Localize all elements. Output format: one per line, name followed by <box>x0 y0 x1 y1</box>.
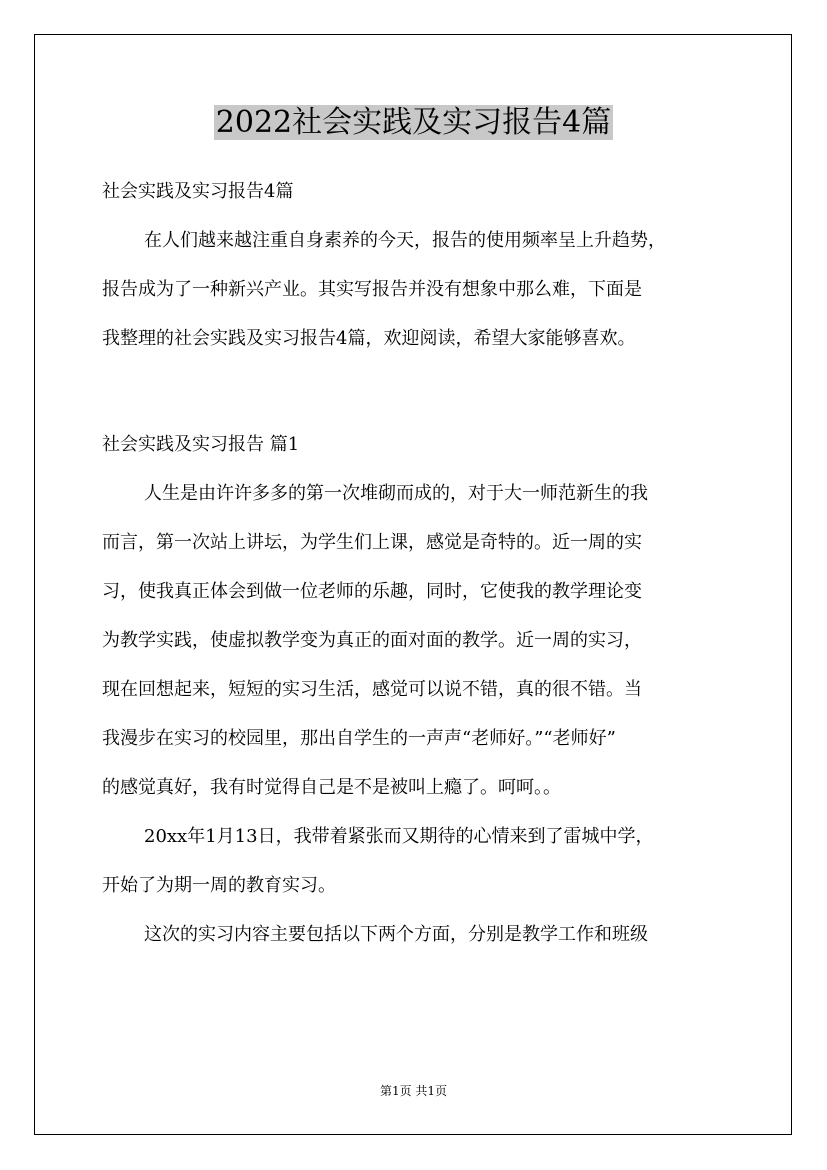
paragraph-1 <box>102 482 734 800</box>
paragraph-line: 而言，第一次站上讲坛，为学生们上课，感觉是奇特的。近一周的实 <box>102 532 642 553</box>
paragraph-line: 习，使我真正体会到做一位老师的乐趣，同时，它使我的教学理论变 <box>102 581 642 602</box>
paragraph-2 <box>102 825 734 898</box>
paragraph-line: 报告成为了一种新兴产业。其实写报告并没有想象中那么难，下面是 <box>102 279 642 300</box>
paragraph-line: 我整理的社会实践及实习报告4篇，欢迎阅读，希望大家能够喜欢。 <box>102 328 636 349</box>
paragraph-line: 的感觉真好，我有时觉得自己是不是被叫上瘾了。呵呵。。 <box>102 777 561 798</box>
paragraph-line: 我漫步在实习的校园里，那出自学生的一声声“老师好。”“老师好” <box>102 728 616 749</box>
document-body <box>102 180 734 947</box>
paragraph-line: 这次的实习内容主要包括以下两个方面，分别是教学工作和班级 <box>144 924 648 945</box>
paragraph-line: 人生是由许许多多的第一次堆砌而成的，对于大一师范新生的我 <box>144 483 648 504</box>
paragraph-line: 20xx年1月13日，我带着紧张而又期待的心情来到了雷城中学， <box>144 826 654 847</box>
section-heading: 社会实践及实习报告 篇1 <box>102 434 300 455</box>
paragraph-3 <box>102 923 734 947</box>
document-title: 2022社会实践及实习报告4篇 <box>215 105 612 140</box>
paragraph-line: 现在回想起来，短短的实习生活，感觉可以说不错，真的很不错。当 <box>102 679 642 700</box>
intro-paragraph <box>102 229 734 351</box>
page-number-footer: 第1页 共1页 <box>379 1084 448 1098</box>
paragraph-line: 开始了为期一周的教育实习。 <box>102 875 336 896</box>
paragraph-line: 在人们越来越注重自身素养的今天，报告的使用频率呈上升趋势， <box>144 230 666 251</box>
document-subtitle: 社会实践及实习报告4篇 <box>102 181 294 202</box>
paragraph-line: 为教学实践，使虚拟教学变为真正的面对面的教学。近一周的实习， <box>102 630 642 651</box>
